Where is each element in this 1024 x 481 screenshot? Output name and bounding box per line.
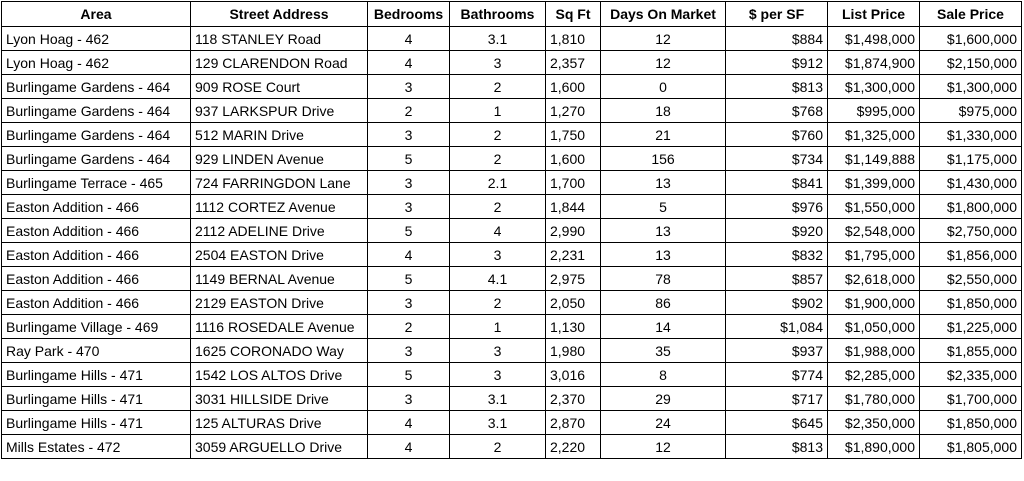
- cell-list-price: $995,000: [828, 99, 920, 123]
- cell-bedrooms: 3: [368, 387, 450, 411]
- cell-bathrooms: 1: [450, 315, 546, 339]
- cell-list-price: $1,399,000: [828, 171, 920, 195]
- cell-list-price: $1,300,000: [828, 75, 920, 99]
- cell-list-price: $1,988,000: [828, 339, 920, 363]
- cell-bathrooms: 2: [450, 123, 546, 147]
- cell-days-on-market: 78: [601, 267, 726, 291]
- cell-street-address: 724 FARRINGDON Lane: [191, 171, 368, 195]
- table-row: [2, 267, 1022, 291]
- home-sales-table: [1, 1, 1022, 459]
- cell-bathrooms: 3.1: [450, 411, 546, 435]
- column-header-sq-ft: Sq Ft: [546, 2, 601, 27]
- cell-sale-price: $1,225,000: [920, 315, 1022, 339]
- cell-sale-price: $1,850,000: [920, 291, 1022, 315]
- cell-days-on-market: 13: [601, 171, 726, 195]
- cell-price-per-sf: $920: [726, 219, 828, 243]
- cell-price-per-sf: $774: [726, 363, 828, 387]
- cell-bedrooms: 5: [368, 363, 450, 387]
- cell-price-per-sf: $902: [726, 291, 828, 315]
- cell-sq-ft: 1,980: [546, 339, 601, 363]
- cell-street-address: 1112 CORTEZ Avenue: [191, 195, 368, 219]
- cell-area: Burlingame Gardens - 464: [2, 123, 191, 147]
- cell-bathrooms: 2: [450, 75, 546, 99]
- cell-price-per-sf: $768: [726, 99, 828, 123]
- cell-bathrooms: 4.1: [450, 267, 546, 291]
- cell-area: Easton Addition - 466: [2, 243, 191, 267]
- cell-price-per-sf: $841: [726, 171, 828, 195]
- cell-bathrooms: 1: [450, 99, 546, 123]
- cell-sq-ft: 1,600: [546, 147, 601, 171]
- cell-days-on-market: 156: [601, 147, 726, 171]
- cell-sq-ft: 2,357: [546, 51, 601, 75]
- cell-bathrooms: 2: [450, 195, 546, 219]
- cell-bedrooms: 5: [368, 147, 450, 171]
- cell-bedrooms: 4: [368, 27, 450, 51]
- cell-sale-price: $1,856,000: [920, 243, 1022, 267]
- cell-days-on-market: 12: [601, 51, 726, 75]
- cell-area: Lyon Hoag - 462: [2, 51, 191, 75]
- cell-price-per-sf: $884: [726, 27, 828, 51]
- cell-sale-price: $2,150,000: [920, 51, 1022, 75]
- cell-sq-ft: 2,050: [546, 291, 601, 315]
- cell-bathrooms: 2: [450, 291, 546, 315]
- cell-days-on-market: 13: [601, 219, 726, 243]
- cell-bathrooms: 3: [450, 363, 546, 387]
- cell-area: Easton Addition - 466: [2, 219, 191, 243]
- column-header-list-price: List Price: [828, 2, 920, 27]
- cell-area: Burlingame Hills - 471: [2, 387, 191, 411]
- cell-list-price: $2,285,000: [828, 363, 920, 387]
- table-row: [2, 363, 1022, 387]
- table-row: [2, 147, 1022, 171]
- cell-days-on-market: 86: [601, 291, 726, 315]
- cell-bedrooms: 3: [368, 291, 450, 315]
- cell-sale-price: $1,805,000: [920, 435, 1022, 459]
- cell-area: Burlingame Gardens - 464: [2, 147, 191, 171]
- cell-area: Burlingame Hills - 471: [2, 363, 191, 387]
- cell-sq-ft: 2,975: [546, 267, 601, 291]
- table-row: [2, 315, 1022, 339]
- column-header-street-address: Street Address: [191, 2, 368, 27]
- cell-bedrooms: 4: [368, 51, 450, 75]
- cell-days-on-market: 18: [601, 99, 726, 123]
- header-row: [2, 2, 1022, 27]
- cell-bathrooms: 2.1: [450, 171, 546, 195]
- cell-area: Burlingame Hills - 471: [2, 411, 191, 435]
- cell-bathrooms: 4: [450, 219, 546, 243]
- cell-street-address: 937 LARKSPUR Drive: [191, 99, 368, 123]
- cell-bathrooms: 3: [450, 243, 546, 267]
- cell-list-price: $1,149,888: [828, 147, 920, 171]
- cell-days-on-market: 0: [601, 75, 726, 99]
- cell-price-per-sf: $813: [726, 75, 828, 99]
- cell-bedrooms: 5: [368, 267, 450, 291]
- cell-list-price: $1,900,000: [828, 291, 920, 315]
- cell-sq-ft: 1,130: [546, 315, 601, 339]
- cell-bedrooms: 4: [368, 243, 450, 267]
- cell-days-on-market: 13: [601, 243, 726, 267]
- cell-sq-ft: 2,231: [546, 243, 601, 267]
- cell-sale-price: $1,300,000: [920, 75, 1022, 99]
- cell-street-address: 3031 HILLSIDE Drive: [191, 387, 368, 411]
- cell-sq-ft: 3,016: [546, 363, 601, 387]
- cell-street-address: 1149 BERNAL Avenue: [191, 267, 368, 291]
- cell-price-per-sf: $1,084: [726, 315, 828, 339]
- cell-list-price: $1,050,000: [828, 315, 920, 339]
- cell-price-per-sf: $645: [726, 411, 828, 435]
- cell-sale-price: $1,600,000: [920, 27, 1022, 51]
- cell-days-on-market: 12: [601, 27, 726, 51]
- cell-area: Burlingame Gardens - 464: [2, 75, 191, 99]
- cell-street-address: 3059 ARGUELLO Drive: [191, 435, 368, 459]
- cell-sale-price: $2,750,000: [920, 219, 1022, 243]
- cell-sq-ft: 1,750: [546, 123, 601, 147]
- cell-street-address: 125 ALTURAS Drive: [191, 411, 368, 435]
- cell-street-address: 512 MARIN Drive: [191, 123, 368, 147]
- cell-price-per-sf: $813: [726, 435, 828, 459]
- column-header-bedrooms: Bedrooms: [368, 2, 450, 27]
- cell-price-per-sf: $717: [726, 387, 828, 411]
- cell-price-per-sf: $976: [726, 195, 828, 219]
- cell-sq-ft: 1,844: [546, 195, 601, 219]
- cell-sale-price: $2,335,000: [920, 363, 1022, 387]
- cell-bedrooms: 3: [368, 339, 450, 363]
- cell-sq-ft: 1,700: [546, 171, 601, 195]
- cell-list-price: $1,890,000: [828, 435, 920, 459]
- cell-sale-price: $1,430,000: [920, 171, 1022, 195]
- cell-days-on-market: 24: [601, 411, 726, 435]
- cell-street-address: 1542 LOS ALTOS Drive: [191, 363, 368, 387]
- table-row: [2, 219, 1022, 243]
- table-row: [2, 51, 1022, 75]
- cell-list-price: $2,548,000: [828, 219, 920, 243]
- cell-area: Burlingame Village - 469: [2, 315, 191, 339]
- table-row: [2, 387, 1022, 411]
- cell-bedrooms: 3: [368, 171, 450, 195]
- cell-bathrooms: 3: [450, 51, 546, 75]
- cell-list-price: $2,350,000: [828, 411, 920, 435]
- column-header-days-on-market: Days On Market: [601, 2, 726, 27]
- column-header-price-per-sf: $ per SF: [726, 2, 828, 27]
- cell-area: Ray Park - 470: [2, 339, 191, 363]
- table-row: [2, 27, 1022, 51]
- cell-sq-ft: 1,270: [546, 99, 601, 123]
- cell-sq-ft: 1,600: [546, 75, 601, 99]
- cell-bedrooms: 2: [368, 315, 450, 339]
- cell-bedrooms: 3: [368, 195, 450, 219]
- table-row: [2, 171, 1022, 195]
- cell-sq-ft: 2,990: [546, 219, 601, 243]
- cell-days-on-market: 29: [601, 387, 726, 411]
- table-row: [2, 195, 1022, 219]
- cell-area: Easton Addition - 466: [2, 291, 191, 315]
- cell-sale-price: $1,850,000: [920, 411, 1022, 435]
- cell-area: Lyon Hoag - 462: [2, 27, 191, 51]
- cell-sq-ft: 2,870: [546, 411, 601, 435]
- table-row: [2, 339, 1022, 363]
- cell-list-price: $2,618,000: [828, 267, 920, 291]
- cell-sale-price: $1,700,000: [920, 387, 1022, 411]
- cell-price-per-sf: $937: [726, 339, 828, 363]
- cell-sale-price: $1,175,000: [920, 147, 1022, 171]
- cell-days-on-market: 14: [601, 315, 726, 339]
- cell-sale-price: $2,550,000: [920, 267, 1022, 291]
- cell-area: Easton Addition - 466: [2, 267, 191, 291]
- cell-days-on-market: 21: [601, 123, 726, 147]
- column-header-area: Area: [2, 2, 191, 27]
- column-header-bathrooms: Bathrooms: [450, 2, 546, 27]
- cell-street-address: 1116 ROSEDALE Avenue: [191, 315, 368, 339]
- cell-bedrooms: 5: [368, 219, 450, 243]
- cell-street-address: 909 ROSE Court: [191, 75, 368, 99]
- cell-sq-ft: 1,810: [546, 27, 601, 51]
- table-row: [2, 435, 1022, 459]
- cell-sale-price: $975,000: [920, 99, 1022, 123]
- cell-days-on-market: 5: [601, 195, 726, 219]
- cell-days-on-market: 12: [601, 435, 726, 459]
- cell-bedrooms: 3: [368, 123, 450, 147]
- cell-sq-ft: 2,370: [546, 387, 601, 411]
- cell-bedrooms: 4: [368, 411, 450, 435]
- cell-list-price: $1,780,000: [828, 387, 920, 411]
- cell-area: Easton Addition - 466: [2, 195, 191, 219]
- cell-list-price: $1,325,000: [828, 123, 920, 147]
- table-row: [2, 411, 1022, 435]
- cell-area: Burlingame Terrace - 465: [2, 171, 191, 195]
- cell-bedrooms: 2: [368, 99, 450, 123]
- table-row: [2, 123, 1022, 147]
- cell-days-on-market: 8: [601, 363, 726, 387]
- cell-street-address: 2129 EASTON Drive: [191, 291, 368, 315]
- cell-price-per-sf: $912: [726, 51, 828, 75]
- cell-street-address: 2112 ADELINE Drive: [191, 219, 368, 243]
- cell-sale-price: $1,800,000: [920, 195, 1022, 219]
- cell-street-address: 2504 EASTON Drive: [191, 243, 368, 267]
- column-header-sale-price: Sale Price: [920, 2, 1022, 27]
- cell-bathrooms: 3: [450, 339, 546, 363]
- cell-price-per-sf: $734: [726, 147, 828, 171]
- cell-bathrooms: 3.1: [450, 27, 546, 51]
- cell-street-address: 929 LINDEN Avenue: [191, 147, 368, 171]
- table-row: [2, 99, 1022, 123]
- cell-price-per-sf: $857: [726, 267, 828, 291]
- cell-price-per-sf: $760: [726, 123, 828, 147]
- cell-days-on-market: 35: [601, 339, 726, 363]
- table-row: [2, 75, 1022, 99]
- cell-street-address: 129 CLARENDON Road: [191, 51, 368, 75]
- cell-list-price: $1,795,000: [828, 243, 920, 267]
- cell-bedrooms: 3: [368, 75, 450, 99]
- table-row: [2, 291, 1022, 315]
- cell-street-address: 118 STANLEY Road: [191, 27, 368, 51]
- cell-list-price: $1,498,000: [828, 27, 920, 51]
- cell-list-price: $1,874,900: [828, 51, 920, 75]
- cell-price-per-sf: $832: [726, 243, 828, 267]
- cell-area: Mills Estates - 472: [2, 435, 191, 459]
- cell-sq-ft: 2,220: [546, 435, 601, 459]
- cell-bathrooms: 2: [450, 435, 546, 459]
- cell-bathrooms: 3.1: [450, 387, 546, 411]
- cell-area: Burlingame Gardens - 464: [2, 99, 191, 123]
- table-row: [2, 243, 1022, 267]
- cell-list-price: $1,550,000: [828, 195, 920, 219]
- table-header: [2, 2, 1022, 27]
- cell-sale-price: $1,330,000: [920, 123, 1022, 147]
- cell-street-address: 1625 CORONADO Way: [191, 339, 368, 363]
- cell-sale-price: $1,855,000: [920, 339, 1022, 363]
- table-body: [2, 27, 1022, 459]
- cell-bedrooms: 4: [368, 435, 450, 459]
- cell-bathrooms: 2: [450, 147, 546, 171]
